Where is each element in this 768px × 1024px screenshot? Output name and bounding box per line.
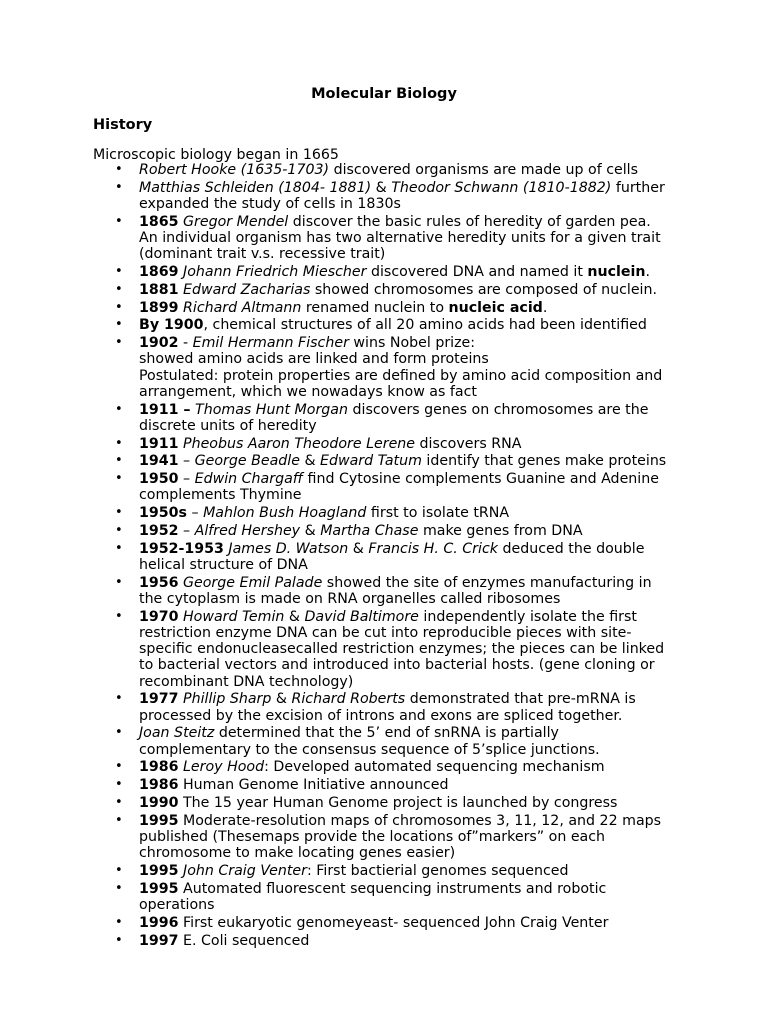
item-date: 1865 <box>139 213 179 230</box>
list-item <box>93 317 673 333</box>
item-text: renamed nuclein to <box>301 299 449 316</box>
item-date: 1956 <box>139 574 179 591</box>
item-name: Mahlon Bush Hoagland <box>203 505 367 522</box>
item-date: 1995 <box>139 812 179 829</box>
item-date: 1995 <box>139 862 179 879</box>
item-date: 1911 <box>139 435 179 452</box>
bullet-icon: • <box>115 794 123 810</box>
item-date: 1970 <box>139 608 179 625</box>
item-text: & <box>348 540 369 557</box>
item-text: Automated fluorescent sequencing instruments and robotic operations <box>139 880 611 913</box>
document-title: Molecular Biology <box>311 86 457 102</box>
item-text: determined that the 5’ end of snRNA is partially complementary to the consensus sequence of 5’splice junctions. <box>139 725 600 758</box>
bullet-icon: • <box>115 880 123 896</box>
item-text: : First bactierial genomes sequenced <box>306 862 569 879</box>
item-text: independently isolate the first restriction enzyme DNA can be cut into reproducible pieces with site-specific endonucleasecalled restriction enzymes; the pieces can be linked to bacterial vectors and introduced into bacterial hosts. (gene cloning or recombinant DNA technology) <box>139 608 669 690</box>
item-name: Edwin Chargaff <box>194 471 304 488</box>
item-name: Matthias Schleiden (1804- 1881) <box>139 179 372 196</box>
item-name: George Emil Palade <box>183 574 323 591</box>
list-item <box>93 162 673 178</box>
item-date: nucleic acid <box>448 299 543 316</box>
bullet-icon: • <box>115 335 123 351</box>
item-name: Martha Chase <box>320 522 419 539</box>
list-item <box>93 759 673 775</box>
item-name: Richard Roberts <box>291 691 406 708</box>
bullet-icon: • <box>115 777 123 793</box>
bullet-icon: • <box>115 401 123 417</box>
item-date: 1952 <box>139 522 179 539</box>
item-name: Emil Hermann Fischer <box>192 335 349 352</box>
list-item <box>93 777 673 793</box>
item-text: find Cytosine complements Guanine and Adenine complements Thymine <box>139 471 664 504</box>
bullet-icon: • <box>115 540 123 556</box>
item-date: 1986 <box>139 759 179 776</box>
bullet-icon: • <box>115 725 123 741</box>
item-date: 1950 <box>139 471 179 488</box>
item-name: John Craig Venter <box>183 862 307 879</box>
bullet-icon: • <box>115 932 123 948</box>
item-text: make genes from DNA <box>418 522 583 539</box>
list-item <box>93 691 673 723</box>
item-text: discovered organisms are made up of cells <box>329 162 639 178</box>
item-name: Robert Hooke (1635-1703) <box>139 162 330 178</box>
list-item <box>93 933 673 949</box>
bullet-icon: • <box>115 435 123 451</box>
item-date: 1881 <box>139 281 179 298</box>
item-name: James D. Watson <box>228 540 349 557</box>
item-name: Thomas Hunt Morgan <box>195 401 348 418</box>
item-name: David Baltimore <box>304 608 419 625</box>
item-name: George Beadle <box>194 453 300 470</box>
item-text: discovered DNA and named it <box>366 264 588 280</box>
item-text: – <box>178 471 195 488</box>
item-name: Pheobus Aaron Theodore Lerene <box>183 435 416 452</box>
item-date: 1911 – <box>139 401 191 418</box>
bullet-icon: • <box>115 505 123 521</box>
list-item <box>93 471 673 503</box>
item-name: Edward Tatum <box>320 453 422 470</box>
item-text: discovers RNA <box>415 435 522 452</box>
item-text: discover the basic rules of heredity of garden pea. An individual organism has two alternative heredity units for a given trait (dominant trait v.s. recessive trait) <box>139 213 666 263</box>
item-text: & <box>371 179 392 196</box>
bullet-icon: • <box>115 914 123 930</box>
section-heading-history: History <box>93 117 153 133</box>
item-text: , chemical structures of all 20 amino acids had been identified <box>203 317 647 334</box>
history-bullet-list <box>93 162 673 950</box>
item-name: Theodor Schwann (1810-1882) <box>391 179 612 196</box>
item-text: first to isolate tRNA <box>366 505 510 522</box>
bullet-icon: • <box>115 162 123 177</box>
bullet-icon: • <box>115 281 123 297</box>
list-item <box>93 575 673 607</box>
list-item <box>93 436 673 452</box>
item-text: identify that genes make proteins <box>421 453 667 470</box>
list-item <box>93 282 673 298</box>
item-text: & <box>284 608 305 625</box>
item-date: 1997 <box>139 932 179 949</box>
item-date: By 1900 <box>139 317 204 334</box>
item-text: & <box>300 522 321 539</box>
item-text: Moderate-resolution maps of chromosomes 3, 11, 12, and 22 maps published (Thesemaps provide the locations of”markers” on each chromosome to make locating genes easier) <box>139 812 666 862</box>
item-text: – <box>178 522 195 539</box>
list-item <box>93 402 673 434</box>
item-date: 1996 <box>139 914 179 931</box>
bullet-icon: • <box>115 471 123 487</box>
list-item <box>93 813 673 862</box>
bullet-icon: • <box>115 862 123 878</box>
item-name: Alfred Hershey <box>194 522 301 539</box>
list-item <box>93 915 673 931</box>
bullet-icon: • <box>115 264 123 279</box>
bullet-icon: • <box>115 574 123 590</box>
item-date: 1995 <box>139 880 179 897</box>
list-item <box>93 725 673 757</box>
item-name: Joan Steitz <box>139 725 215 742</box>
item-name: Howard Temin <box>183 608 285 625</box>
item-text: - <box>178 335 193 352</box>
item-text: The 15 year Human Genome project is launched by congress <box>178 794 618 811</box>
intro-text: Microscopic biology began in 1665 <box>93 147 339 163</box>
item-text: further expanded the study of cells in 1830s <box>139 179 670 212</box>
bullet-icon: • <box>115 759 123 775</box>
item-text: First eukaryotic genomeyeast- sequenced John Craig Venter <box>178 914 609 931</box>
bullet-icon: • <box>115 522 123 538</box>
item-name: Johann Friedrich Miescher <box>183 264 367 280</box>
item-date: 1950s <box>139 505 187 522</box>
list-item <box>93 180 673 212</box>
list-item <box>93 505 673 521</box>
item-name: Richard Altmann <box>183 299 302 316</box>
item-text: discovers genes on chromosomes are the discrete units of heredity <box>139 401 653 434</box>
bullet-icon: • <box>115 179 123 195</box>
item-date: 1990 <box>139 794 179 811</box>
item-text: E. Coli sequenced <box>178 932 310 949</box>
item-date: 1986 <box>139 777 179 794</box>
item-date: 1902 <box>139 335 179 352</box>
item-date: 1899 <box>139 299 179 316</box>
item-date: 1952-1953 <box>139 540 224 557</box>
item-name: Leroy Hood <box>183 759 265 776</box>
list-item <box>93 795 673 811</box>
list-item <box>93 335 673 400</box>
list-item <box>93 214 673 263</box>
list-item <box>93 881 673 913</box>
list-item <box>93 541 673 573</box>
list-item <box>93 300 673 316</box>
item-text: – <box>178 453 195 470</box>
item-text: : Developed automated sequencing mechanism <box>264 759 605 776</box>
item-text: & <box>271 691 292 708</box>
bullet-icon: • <box>115 691 123 707</box>
item-name: Edward Zacharias <box>183 281 311 298</box>
bullet-icon: • <box>115 299 123 315</box>
list-item <box>93 863 673 879</box>
item-name: Francis H. C. Crick <box>368 540 498 557</box>
list-item <box>93 264 673 280</box>
list-item <box>93 609 673 690</box>
item-text: . <box>645 264 650 280</box>
item-text: . <box>542 299 548 316</box>
bullet-icon: • <box>115 812 123 828</box>
item-text: showed the site of enzymes manufacturing in the cytoplasm is made on RNA organelles called ribosomes <box>139 574 657 607</box>
bullet-icon: • <box>115 453 123 469</box>
item-text: – <box>186 505 204 522</box>
item-text: deduced the double helical structure of DNA <box>139 540 649 573</box>
item-text: demonstrated that pre-mRNA is processed by the excision of introns and exons are spliced together. <box>139 691 641 724</box>
item-date: 1941 <box>139 453 179 470</box>
list-item <box>93 453 673 469</box>
item-text: Human Genome Initiative announced <box>178 777 449 794</box>
item-name: Phillip Sharp <box>183 691 272 708</box>
list-item <box>93 523 673 539</box>
item-name: Gregor Mendel <box>183 213 289 230</box>
item-text: wins Nobel prize: showed amino acids are linked and form proteins Postulated: protein properties are defined by amino acid composition and arrangement, which we nowadays know as fact <box>139 335 663 400</box>
item-date: 1869 <box>139 264 179 280</box>
item-date: nuclein <box>587 264 646 280</box>
bullet-icon: • <box>115 317 123 333</box>
item-text: & <box>299 453 321 470</box>
bullet-icon: • <box>115 608 123 624</box>
bullet-icon: • <box>115 213 123 229</box>
item-date: 1977 <box>139 691 179 708</box>
item-text: showed chromosomes are composed of nuclein. <box>310 281 658 298</box>
